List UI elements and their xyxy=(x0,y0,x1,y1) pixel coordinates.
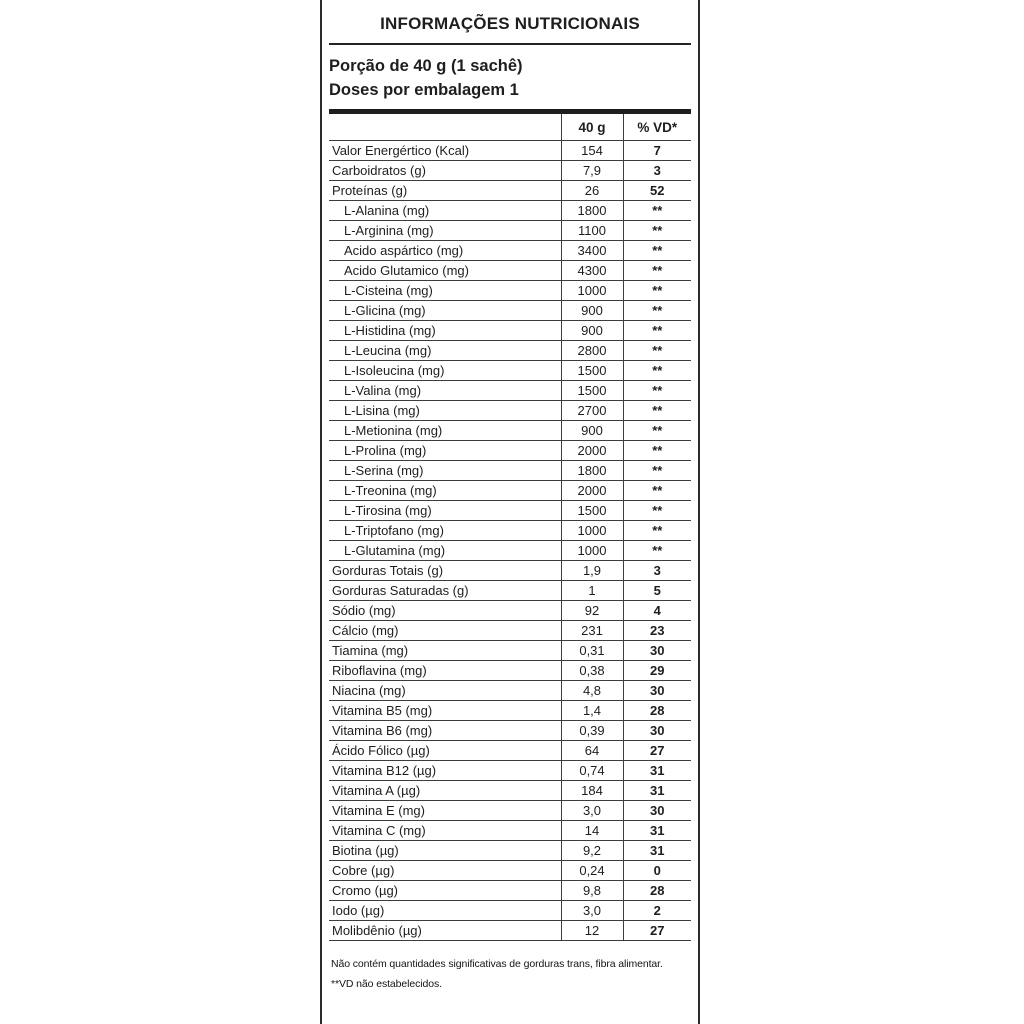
amount-cell: 4300 xyxy=(561,261,623,281)
nutrient-name-cell: Biotina (µg) xyxy=(329,841,561,861)
nutrient-name-cell: Cromo (µg) xyxy=(329,881,561,901)
table-row xyxy=(329,561,691,581)
nutrient-name-cell: Vitamina A (µg) xyxy=(329,781,561,801)
table-row xyxy=(329,661,691,681)
nutrient-name-cell: Gorduras Totais (g) xyxy=(329,561,561,581)
amount-cell: 12 xyxy=(561,921,623,941)
dv-cell: ** xyxy=(623,521,691,541)
amount-cell: 1800 xyxy=(561,201,623,221)
dv-cell: 52 xyxy=(623,181,691,201)
table-row xyxy=(329,221,691,241)
nutrient-name-cell: Molibdênio (µg) xyxy=(329,921,561,941)
amount-cell: 3,0 xyxy=(561,901,623,921)
amount-cell: 900 xyxy=(561,321,623,341)
dv-cell: ** xyxy=(623,261,691,281)
dv-cell: 31 xyxy=(623,781,691,801)
nutrient-name-cell: L-Serina (mg) xyxy=(329,461,561,481)
nutrient-name-cell: Cobre (µg) xyxy=(329,861,561,881)
table-row xyxy=(329,541,691,561)
table-row xyxy=(329,781,691,801)
table-row xyxy=(329,461,691,481)
dv-cell: ** xyxy=(623,541,691,561)
nutrient-name-cell: Cálcio (mg) xyxy=(329,621,561,641)
amount-cell: 231 xyxy=(561,621,623,641)
nutrient-name-cell: L-Alanina (mg) xyxy=(329,201,561,221)
table-row xyxy=(329,261,691,281)
dv-cell: 30 xyxy=(623,721,691,741)
amount-cell: 1000 xyxy=(561,521,623,541)
nutrient-name-cell: Valor Energértico (Kcal) xyxy=(329,141,561,161)
table-row xyxy=(329,421,691,441)
dv-cell: ** xyxy=(623,321,691,341)
amount-cell: 7,9 xyxy=(561,161,623,181)
col-header-amount: 40 g xyxy=(561,114,623,141)
dv-cell: 7 xyxy=(623,141,691,161)
table-row xyxy=(329,201,691,221)
dv-cell: 29 xyxy=(623,661,691,681)
amount-cell: 1500 xyxy=(561,361,623,381)
amount-cell: 154 xyxy=(561,141,623,161)
amount-cell: 0,38 xyxy=(561,661,623,681)
table-row xyxy=(329,521,691,541)
amount-cell: 900 xyxy=(561,421,623,441)
nutrient-name-cell: L-Valina (mg) xyxy=(329,381,561,401)
dv-cell: 27 xyxy=(623,921,691,941)
amount-cell: 26 xyxy=(561,181,623,201)
amount-cell: 2800 xyxy=(561,341,623,361)
nutrient-name-cell: L-Triptofano (mg) xyxy=(329,521,561,541)
nutrition-table-body xyxy=(329,141,691,941)
table-row xyxy=(329,381,691,401)
table-row xyxy=(329,761,691,781)
amount-cell: 1500 xyxy=(561,501,623,521)
amount-cell: 3,0 xyxy=(561,801,623,821)
table-row xyxy=(329,161,691,181)
nutrient-name-cell: L-Tirosina (mg) xyxy=(329,501,561,521)
dv-cell: 23 xyxy=(623,621,691,641)
nutrient-name-cell: Vitamina B12 (µg) xyxy=(329,761,561,781)
nutrition-table xyxy=(329,114,691,941)
amount-cell: 3400 xyxy=(561,241,623,261)
amount-cell: 14 xyxy=(561,821,623,841)
nutrient-name-cell: L-Cisteina (mg) xyxy=(329,281,561,301)
footnotes-block xyxy=(329,954,691,995)
nutrient-name-cell: L-Prolina (mg) xyxy=(329,441,561,461)
amount-cell: 1500 xyxy=(561,381,623,401)
table-row xyxy=(329,281,691,301)
table-row xyxy=(329,141,691,161)
table-row xyxy=(329,321,691,341)
table-row xyxy=(329,741,691,761)
nutrient-name-cell: L-Treonina (mg) xyxy=(329,481,561,501)
corner-cell xyxy=(329,114,561,141)
table-row xyxy=(329,681,691,701)
table-row xyxy=(329,701,691,721)
dv-cell: ** xyxy=(623,241,691,261)
nutrient-name-cell: Acido aspártico (mg) xyxy=(329,241,561,261)
nutrient-name-cell: Vitamina E (mg) xyxy=(329,801,561,821)
table-row xyxy=(329,621,691,641)
table-row xyxy=(329,481,691,501)
nutrient-name-cell: Vitamina B5 (mg) xyxy=(329,701,561,721)
table-row xyxy=(329,861,691,881)
dv-cell: ** xyxy=(623,401,691,421)
amount-cell: 4,8 xyxy=(561,681,623,701)
nutrient-name-cell: L-Histidina (mg) xyxy=(329,321,561,341)
dv-cell: 30 xyxy=(623,641,691,661)
amount-cell: 64 xyxy=(561,741,623,761)
dv-cell: 0 xyxy=(623,861,691,881)
table-row xyxy=(329,501,691,521)
nutrient-name-cell: L-Lisina (mg) xyxy=(329,401,561,421)
nutrient-name-cell: Niacina (mg) xyxy=(329,681,561,701)
amount-cell: 1,9 xyxy=(561,561,623,581)
dv-cell: ** xyxy=(623,341,691,361)
dv-cell: ** xyxy=(623,301,691,321)
amount-cell: 0,39 xyxy=(561,721,623,741)
amount-cell: 1 xyxy=(561,581,623,601)
nutrient-name-cell: Proteínas (g) xyxy=(329,181,561,201)
amount-cell: 9,2 xyxy=(561,841,623,861)
title-divider xyxy=(329,43,691,45)
footnote-vd: **VD não estabelecidos. xyxy=(331,978,442,991)
dv-cell: 2 xyxy=(623,901,691,921)
nutrient-name-cell: L-Leucina (mg) xyxy=(329,341,561,361)
amount-cell: 92 xyxy=(561,601,623,621)
nutrient-name-cell: L-Glutamina (mg) xyxy=(329,541,561,561)
nutrient-name-cell: L-Metionina (mg) xyxy=(329,421,561,441)
nutrient-name-cell: Vitamina B6 (mg) xyxy=(329,721,561,741)
amount-cell: 9,8 xyxy=(561,881,623,901)
dv-cell: ** xyxy=(623,221,691,241)
amount-cell: 1000 xyxy=(561,281,623,301)
dv-cell: 31 xyxy=(623,841,691,861)
table-row xyxy=(329,841,691,861)
dv-cell: ** xyxy=(623,201,691,221)
nutrient-name-cell: Gorduras Saturadas (g) xyxy=(329,581,561,601)
dv-cell: 30 xyxy=(623,801,691,821)
table-row xyxy=(329,441,691,461)
dv-cell: ** xyxy=(623,501,691,521)
portion-text: Porção de 40 g (1 sachê) xyxy=(329,57,523,75)
table-row xyxy=(329,821,691,841)
amount-cell: 2700 xyxy=(561,401,623,421)
table-row xyxy=(329,301,691,321)
dv-cell: ** xyxy=(623,481,691,501)
nutrient-name-cell: Vitamina C (mg) xyxy=(329,821,561,841)
servings-text: Doses por embalagem 1 xyxy=(329,81,519,99)
amount-cell: 2000 xyxy=(561,441,623,461)
table-row xyxy=(329,341,691,361)
nutrient-name-cell: Iodo (µg) xyxy=(329,901,561,921)
table-row xyxy=(329,801,691,821)
dv-cell: ** xyxy=(623,421,691,441)
col-header-dv: % VD* xyxy=(623,114,691,141)
table-row xyxy=(329,181,691,201)
nutrition-title: INFORMAÇÕES NUTRICIONAIS xyxy=(380,14,640,33)
nutrient-name-cell: Riboflavina (mg) xyxy=(329,661,561,681)
dv-cell: ** xyxy=(623,281,691,301)
amount-cell: 0,74 xyxy=(561,761,623,781)
nutrient-name-cell: L-Glicina (mg) xyxy=(329,301,561,321)
dv-cell: ** xyxy=(623,461,691,481)
amount-cell: 1000 xyxy=(561,541,623,561)
amount-cell: 184 xyxy=(561,781,623,801)
table-row xyxy=(329,601,691,621)
table-row xyxy=(329,401,691,421)
dv-cell: ** xyxy=(623,381,691,401)
dv-cell: 3 xyxy=(623,161,691,181)
table-header-row xyxy=(329,114,691,141)
nutrient-name-cell: Tiamina (mg) xyxy=(329,641,561,661)
dv-cell: 4 xyxy=(623,601,691,621)
nutrition-label-panel xyxy=(320,0,700,1024)
amount-cell: 2000 xyxy=(561,481,623,501)
nutrient-name-cell: Ácido Fólico (µg) xyxy=(329,741,561,761)
footnote-trans-fat: Não contém quantidades significativas de gorduras trans, fibra alimentar. xyxy=(331,958,663,970)
table-row xyxy=(329,581,691,601)
table-row xyxy=(329,641,691,661)
dv-cell: ** xyxy=(623,441,691,461)
table-row xyxy=(329,901,691,921)
nutrient-name-cell: Sódio (mg) xyxy=(329,601,561,621)
dv-cell: ** xyxy=(623,361,691,381)
dv-cell: 5 xyxy=(623,581,691,601)
amount-cell: 900 xyxy=(561,301,623,321)
amount-cell: 0,31 xyxy=(561,641,623,661)
table-row xyxy=(329,721,691,741)
table-row xyxy=(329,881,691,901)
table-row xyxy=(329,241,691,261)
table-row xyxy=(329,921,691,941)
dv-cell: 30 xyxy=(623,681,691,701)
amount-cell: 1,4 xyxy=(561,701,623,721)
dv-cell: 31 xyxy=(623,761,691,781)
dv-cell: 3 xyxy=(623,561,691,581)
amount-cell: 1800 xyxy=(561,461,623,481)
amount-cell: 0,24 xyxy=(561,861,623,881)
dv-cell: 31 xyxy=(623,821,691,841)
dv-cell: 28 xyxy=(623,881,691,901)
amount-cell: 1100 xyxy=(561,221,623,241)
table-row xyxy=(329,361,691,381)
nutrient-name-cell: Acido Glutamico (mg) xyxy=(329,261,561,281)
nutrient-name-cell: Carboidratos (g) xyxy=(329,161,561,181)
nutrient-name-cell: L-Arginina (mg) xyxy=(329,221,561,241)
dv-cell: 27 xyxy=(623,741,691,761)
dv-cell: 28 xyxy=(623,701,691,721)
nutrient-name-cell: L-Isoleucina (mg) xyxy=(329,361,561,381)
